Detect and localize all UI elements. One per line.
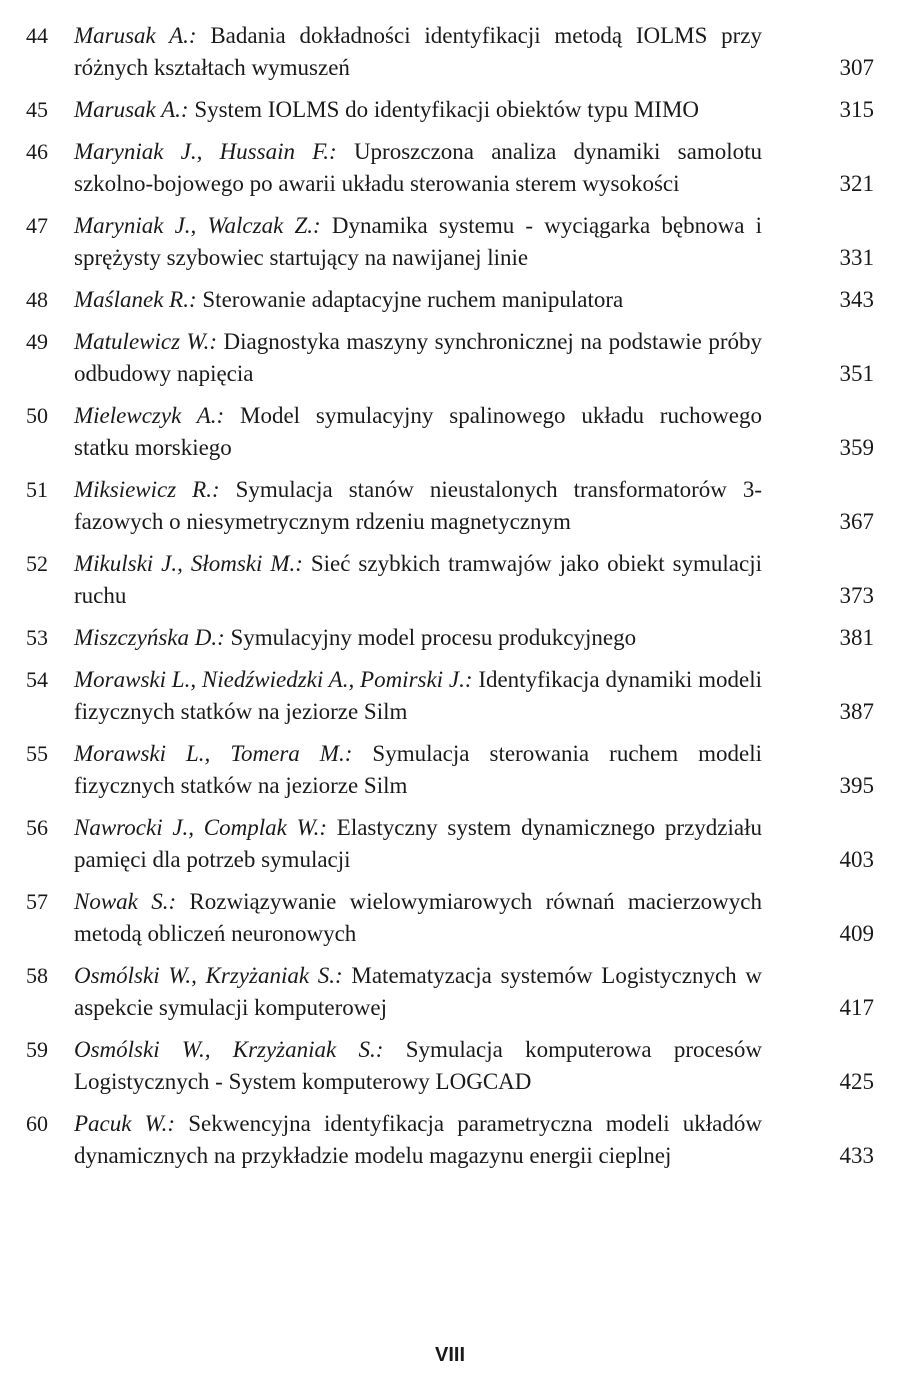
entry-authors: Osmólski W., Krzyżaniak S.: <box>74 963 343 988</box>
entry-number: 51 <box>26 477 48 502</box>
entry-title: Elastyczny system dynamicznego przydziału pamięci dla potrzeb symulacji <box>74 815 762 872</box>
entry-text <box>74 812 762 876</box>
entry-title: Symulacja stanów nieustalonych transformatorów 3-fazowych o niesymetrycznym rdzeniu magnetycznym <box>74 477 762 534</box>
entry-page: 307 <box>839 55 874 80</box>
entry-authors: Maślanek R.: <box>74 287 197 312</box>
toc-entry <box>26 210 896 274</box>
entry-text <box>74 886 762 950</box>
entry-number: 54 <box>26 667 48 692</box>
entry-authors: Miszczyńska D.: <box>74 625 225 650</box>
entry-authors: Morawski L., Niedźwiedzki A., Pomirski J.: <box>74 667 473 692</box>
entry-number: 48 <box>26 287 48 312</box>
entry-authors: Mikulski J., Słomski M.: <box>74 551 303 576</box>
entry-page: 373 <box>839 583 874 608</box>
entry-authors: Morawski L., Tomera M.: <box>74 741 353 766</box>
entry-page: 433 <box>839 1143 874 1168</box>
entry-authors: Marusak A.: <box>74 23 197 48</box>
entry-title: System IOLMS do identyfikacji obiektów typu MIMO <box>194 97 699 122</box>
entry-page: 315 <box>839 97 874 122</box>
entry-text <box>74 400 762 464</box>
entry-authors: Mielewczyk A.: <box>74 403 225 428</box>
entry-number: 60 <box>26 1111 48 1136</box>
entry-authors: Nowak S.: <box>74 889 177 914</box>
entry-title: Sterowanie adaptacyjne ruchem manipulatora <box>202 287 624 312</box>
entry-title: Model symulacyjny spalinowego układu ruchowego statku morskiego <box>74 403 762 460</box>
entry-number: 52 <box>26 551 48 576</box>
entry-number: 47 <box>26 213 48 238</box>
entry-number: 50 <box>26 403 48 428</box>
entry-text <box>74 1034 762 1098</box>
entry-title: Badania dokładności identyfikacji metodą IOLMS przy różnych kształtach wymuszeń <box>74 23 763 80</box>
entry-page: 351 <box>839 361 874 386</box>
entry-page: 381 <box>839 625 874 650</box>
toc-entry <box>26 136 896 200</box>
entry-text <box>74 738 762 802</box>
entry-title: Symulacyjny model procesu produkcyjnego <box>230 625 637 650</box>
table-of-contents <box>26 20 896 1182</box>
entry-authors: Miksiewicz R.: <box>74 477 220 502</box>
entry-page: 359 <box>839 435 874 460</box>
entry-number: 59 <box>26 1037 48 1062</box>
entry-title: Dynamika systemu - wyciągarka bębnowa i sprężysty szybowiec startujący na nawijanej linie <box>74 213 763 270</box>
toc-entry <box>26 548 896 612</box>
entry-authors: Osmólski W., Krzyżaniak S.: <box>74 1037 384 1062</box>
entry-page: 403 <box>839 847 874 872</box>
entry-number: 58 <box>26 963 48 988</box>
entry-page: 343 <box>839 287 874 312</box>
entry-page: 395 <box>839 773 874 798</box>
entry-page: 425 <box>839 1069 874 1094</box>
toc-entry <box>26 886 896 950</box>
toc-entry <box>26 20 896 84</box>
page-footer-number: VIII <box>434 1344 465 1366</box>
entry-title: Rozwiązywanie wielowymiarowych równań macierzowych metodą obliczeń neuronowych <box>74 889 762 946</box>
entry-authors: Matulewicz W.: <box>74 329 218 354</box>
entry-number: 55 <box>26 741 48 766</box>
toc-entry <box>26 664 896 728</box>
entry-text <box>74 210 762 274</box>
entry-number: 46 <box>26 139 48 164</box>
entry-text <box>74 20 762 84</box>
entry-title: Sekwencyjna identyfikacja parametryczna modeli układów dynamicznych na przykładzie modelu magazynu energii cieplnej <box>74 1111 762 1168</box>
entry-number: 56 <box>26 815 48 840</box>
entry-text <box>74 94 762 126</box>
entry-number: 57 <box>26 889 48 914</box>
entry-title: Matematyzacja systemów Logistycznych w aspekcie symulacji komputerowej <box>74 963 762 1020</box>
entry-text <box>74 664 762 728</box>
entry-text <box>74 622 762 654</box>
entry-page: 387 <box>839 699 874 724</box>
entry-authors: Maryniak J., Walczak Z.: <box>74 213 321 238</box>
entry-text <box>74 548 762 612</box>
toc-entry <box>26 400 896 464</box>
toc-entry <box>26 960 896 1024</box>
toc-entry <box>26 1108 896 1172</box>
entry-title: Symulacja sterowania ruchem modeli fizycznych statków na jeziorze Silm <box>74 741 763 798</box>
entry-page: 367 <box>839 509 874 534</box>
entry-page: 409 <box>839 921 874 946</box>
entry-text <box>74 474 762 538</box>
toc-entry <box>26 622 896 654</box>
entry-page: 321 <box>839 171 874 196</box>
entry-text <box>74 960 762 1024</box>
toc-entry <box>26 284 896 316</box>
toc-entry <box>26 94 896 126</box>
toc-entry <box>26 474 896 538</box>
entry-number: 44 <box>26 23 48 48</box>
toc-entry <box>26 1034 896 1098</box>
entry-title: Sieć szybkich tramwajów jako obiekt symulacji ruchu <box>74 551 763 608</box>
entry-title: Uproszczona analiza dynamiki samolotu szkolno-bojowego po awarii układu sterowania sterem wysokości <box>74 139 762 196</box>
entry-authors: Nawrocki J., Complak W.: <box>74 815 328 840</box>
entry-title: Identyfikacja dynamiki modeli fizycznych statków na jeziorze Silm <box>74 667 762 724</box>
entry-page: 417 <box>839 995 874 1020</box>
toc-entry <box>26 812 896 876</box>
toc-entry <box>26 738 896 802</box>
entry-number: 53 <box>26 625 48 650</box>
entry-page: 331 <box>839 245 874 270</box>
entry-text <box>74 1108 762 1172</box>
toc-entry <box>26 326 896 390</box>
entry-authors: Marusak A.: <box>74 97 189 122</box>
entry-authors: Maryniak J., Hussain F.: <box>74 139 337 164</box>
entry-title: Symulacja komputerowa procesów Logistycznych - System komputerowy LOGCAD <box>74 1037 762 1094</box>
entry-title: Diagnostyka maszyny synchronicznej na podstawie próby odbudowy napięcia <box>74 329 763 386</box>
entry-authors: Pacuk W.: <box>74 1111 176 1136</box>
entry-number: 45 <box>26 97 48 122</box>
entry-text <box>74 136 762 200</box>
entry-text <box>74 326 762 390</box>
entry-number: 49 <box>26 329 48 354</box>
entry-text <box>74 284 762 316</box>
